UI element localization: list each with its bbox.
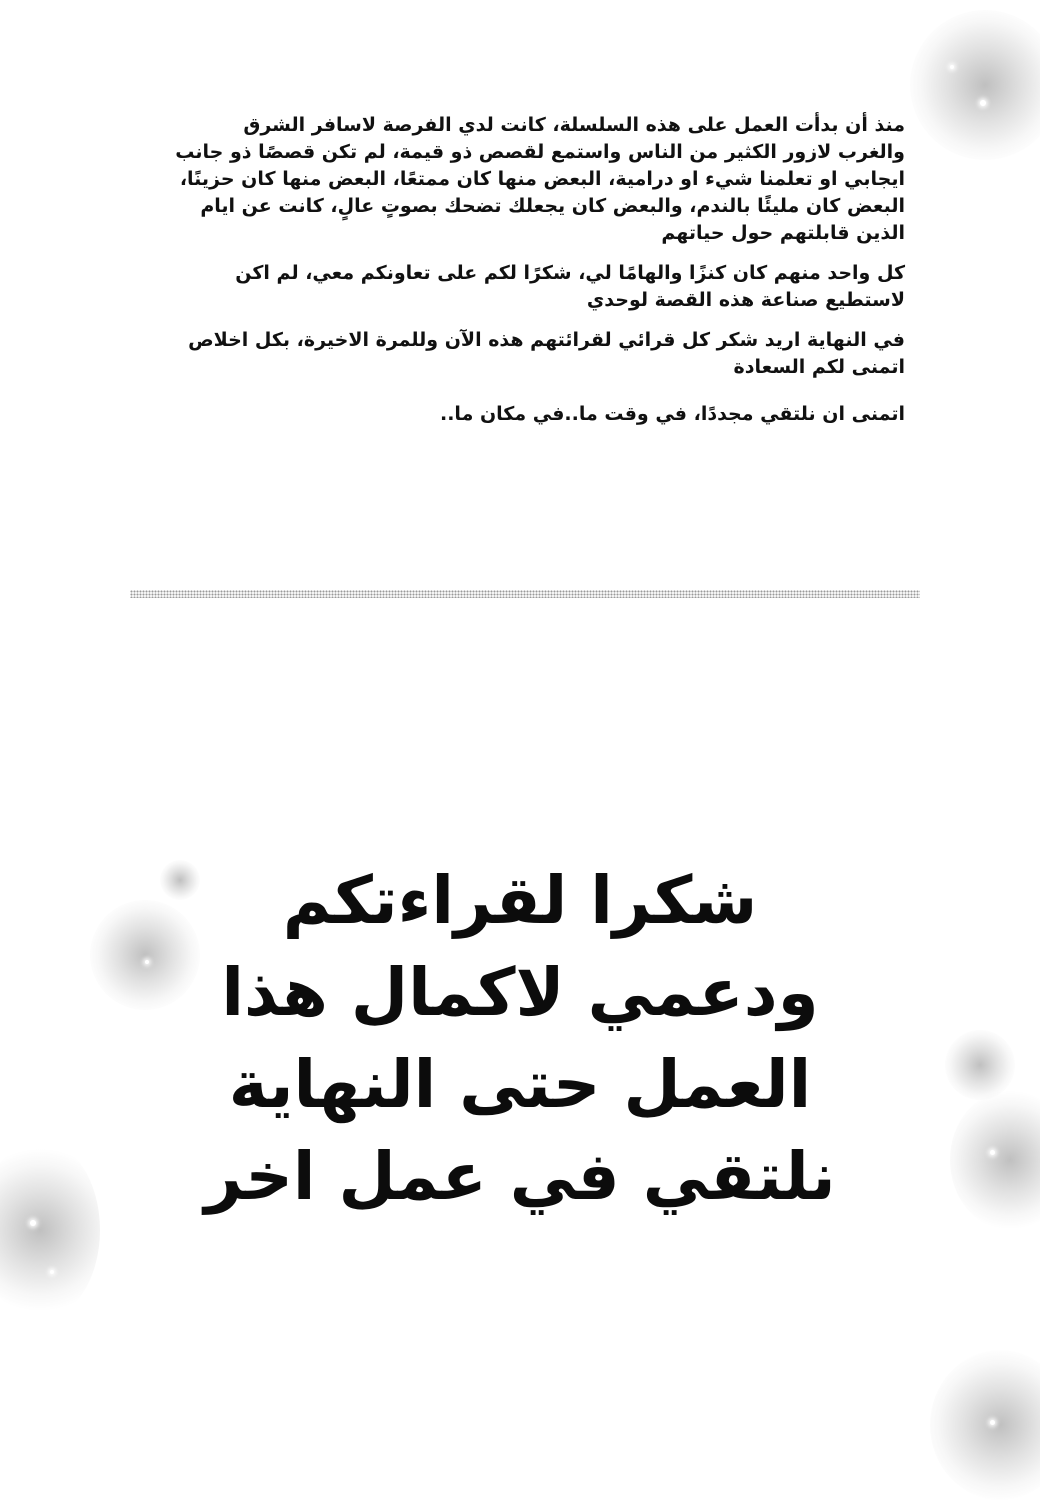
author-note-paragraph: في النهاية اريد شكر كل قرائي لقرائتهم هذه الآن وللمرة الاخيرة، بكل اخلاص اتمنى لكم السعادة bbox=[188, 329, 905, 378]
author-note-paragraph: كل واحد منهم كان كنزًا والهامًا لي، شكرًا لكم على تعاونكم معي، لم اكن لاستطيع صناعة هذه القصة لوحدي bbox=[235, 262, 905, 311]
thank-you-line: شكرا لقراءتكم bbox=[282, 862, 758, 939]
thank-you-line: ودعمي لاكمال هذا bbox=[221, 954, 819, 1031]
author-note-closing: اتمنى ان نلتقي مجددًا، في وقت ما..في مكان ما.. bbox=[440, 403, 905, 425]
glitter-decoration bbox=[0, 1140, 100, 1320]
glitter-decoration bbox=[930, 1350, 1040, 1500]
thank-you-line: نلتقي في عمل اخر bbox=[204, 1138, 836, 1215]
thank-you-message bbox=[190, 855, 850, 1223]
glitter-decoration bbox=[90, 900, 200, 1010]
author-note bbox=[170, 112, 905, 441]
author-note-paragraph: منذ أن بدأت العمل على هذه السلسلة، كانت لدي الفرصة لاسافر الشرق والغرب لازور الكثير من الناس واستمع لقصص ذو قيمة، لم تكن قصصًا ذو جانب ايجابي او تعلمنا شيء او درامية، البعض منها كان ممتعًا، البعض منها كان حزينًا، البعض كان مليئًا بالندم، والبعض كان يجعلك تضحك بصوتٍ عالٍ، كانت عن ايام الذين قابلتهم حول حياتهم bbox=[175, 114, 905, 244]
glitter-decoration bbox=[950, 1090, 1040, 1230]
thank-you-line: العمل حتى النهاية bbox=[228, 1046, 812, 1123]
glitter-decoration bbox=[910, 10, 1040, 160]
dotted-divider bbox=[130, 590, 920, 598]
